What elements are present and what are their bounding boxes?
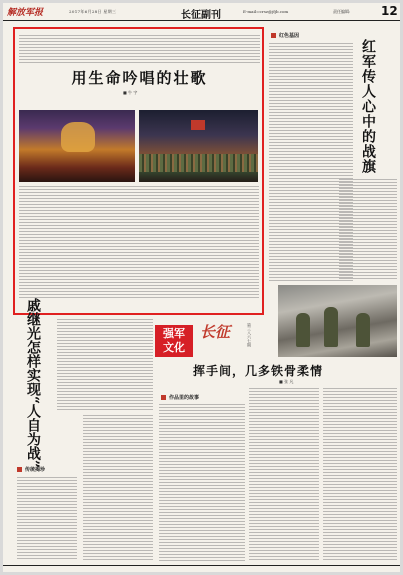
newspaper-page [3,3,400,572]
lower-left-title: 戚继光怎样实现“人自为战” [25,298,41,469]
lower-right-title: 挥手间，几多铁骨柔情 [193,364,324,378]
rail-title: 红军传人心中的战旗 [360,39,376,174]
rail-body-lower [339,179,397,281]
lower-right-byline: ■ 张 凡 [279,379,294,384]
badge-line-2: 文化 [163,341,185,354]
stage-photo-right [139,110,258,182]
soldier-figure [356,313,370,347]
soldier-figure [324,307,338,347]
editors-line: 责任编辑: [333,9,351,14]
page-footer [3,565,400,572]
lower-right-body [249,388,319,561]
lower-right-body-2 [323,388,397,561]
red-square-icon [17,467,22,472]
issue-date: 2017年6月28日 星期三 [69,9,117,14]
brush-calligraphy: 长征 [200,323,231,341]
article-byline: ■ 牛 宇 [123,90,138,95]
red-square-icon [161,395,166,400]
page-header [3,3,400,21]
performers-crowd [139,154,258,172]
soldier-figure [296,313,310,347]
rail-tag: 红色基因 [279,33,300,39]
masthead: 解放军报 [7,8,44,18]
article-title: 用生命吟唱的壮歌 [71,69,208,87]
flag-shape [191,120,205,130]
strong-army-culture-badge [155,325,193,357]
issue-sequence: 第三八六七期 [247,323,252,347]
badge-line-1: 强军 [163,327,185,340]
lower-left-body-2 [17,477,77,561]
lower-left-body [57,319,153,411]
red-square-icon [271,33,276,38]
intro-text [19,35,260,65]
article-body [19,186,259,298]
center-tag: 作品里的故事 [169,395,200,401]
page-number: 12 [381,4,398,18]
stage-photo-left [19,110,135,182]
editor-email: E-mail:ccrsz@jfjb.com [243,9,289,14]
stage-backdrop [61,122,95,152]
soldiers-photo [278,285,397,357]
lower-left-body-3 [83,415,153,561]
column-name: 长征副刊 [181,10,221,21]
lower-left-tag: 传统揭珍 [25,467,46,473]
center-body [159,404,245,561]
